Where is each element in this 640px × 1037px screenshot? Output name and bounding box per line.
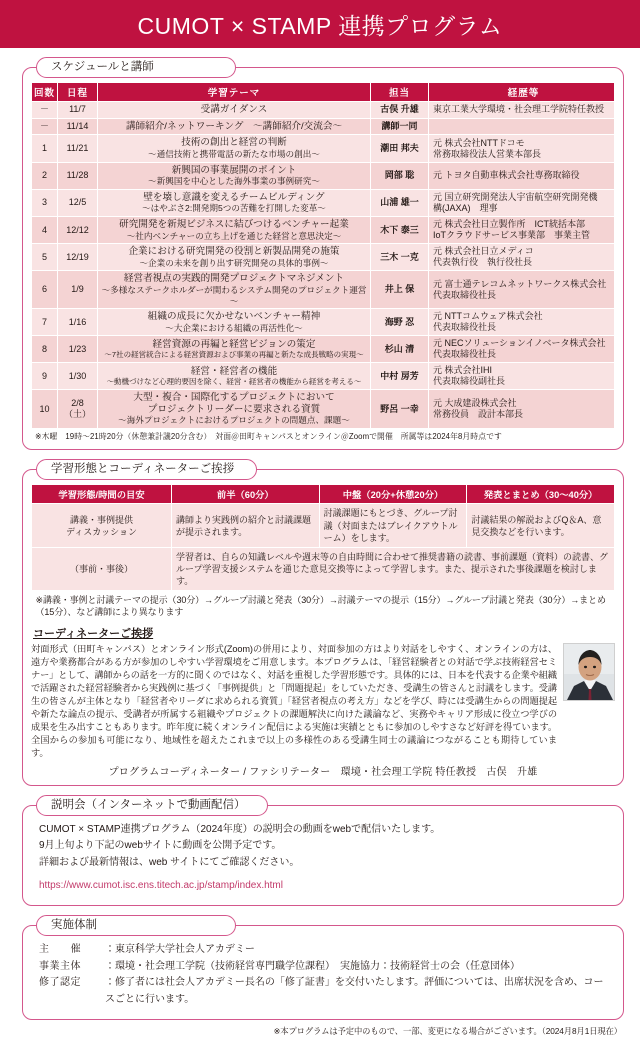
cell-theme: 壁を壊し意識を変えるチームビルディング ～はやぶさ2:開発期5つの苦難を打開した変革～: [98, 189, 371, 216]
cell-lecturer: 潮田 邦夫: [371, 135, 429, 162]
page-content: [0, 48, 640, 1037]
section-format-body: [22, 469, 624, 786]
format-col-header-first: 前半（60分）: [172, 485, 320, 504]
coordinator-block: [31, 643, 615, 761]
format-row-lecture: [32, 504, 615, 547]
section-briefing-body: [22, 805, 624, 906]
cell-date: 12/19: [58, 244, 98, 271]
page-footnote: ※本プログラムは予定中のもので、一部、変更になる場合がございます。（2024月8月1日現在）: [273, 1026, 622, 1037]
organization-row: [39, 959, 609, 976]
section-format: [22, 459, 624, 786]
cell-bio: 元 トヨタ自動車株式会社専務取締役: [429, 162, 615, 189]
col-header-date: 日程: [58, 83, 98, 102]
cell-date: 11/7: [58, 102, 98, 119]
format-col-header-last: 発表とまとめ（30～40分）: [467, 485, 615, 504]
organization-key: 主 催: [39, 943, 81, 955]
cell-lecturer: 海野 忍: [371, 309, 429, 336]
cell-bio: 東京工業大学環境・社会理工学院特任教授: [429, 102, 615, 119]
cell-date: 1/30: [58, 363, 98, 390]
organization-value: ：東京科学大学社会人アカデミー: [105, 943, 255, 955]
cell-date: 2/8 （土）: [58, 390, 98, 429]
cell-theme: 組織の成長に欠かせないベンチャー精神 ～大企業における組織の再活性化～: [98, 309, 371, 336]
cell-session-no: 5: [32, 244, 58, 271]
cell-theme: 受講ガイダンス: [98, 102, 371, 119]
briefing-line-1: CUMOT × STAMP連携プログラム（2024年度）の説明会の動画をwebで配信いたします。: [39, 824, 441, 836]
coordinator-signature: プログラムコーディネーター / ファシリテーター 環境・社会理工学院 特任教授 古俣 升雄: [108, 767, 538, 779]
cell-date: 11/14: [58, 118, 98, 135]
cell-theme: 研究開発を新規ビジネスに結びつけるベンチャー起業 ～社内ベンチャーの立ち上げを通じた経営と意思決定～: [98, 216, 371, 243]
section-format-head: [22, 459, 624, 479]
table-row: [32, 135, 615, 162]
page-banner: [0, 0, 640, 48]
cell-session-no: 2: [32, 162, 58, 189]
coordinator-body: 対面形式（田町キャンパス）とオンライン形式(Zoom)の併用により、対面参加の方はより対話をしやすく、オンラインの方は、遠方や業務都合がある方が参加のしやすい学習環境をご用意します。本プログラムは、「経営経験者との対話で学ぶ技術経営セミナー」として、講師からの話を一方的に聞くのではなく、対話を重視した学習形態です。具体的には、日本を代表する企業や組織で活躍された経営経験者から実践例に基づく「事例提供」と「問題提起」をしていただき、受講生の皆さんと討議をします。受講生の皆さんが主体となり「経営者やリーダに求められる資質」「経営者視点の考え方」などを学び、時には受講生からの問題提起や新たな論点の提示、受講者が所属する組織やプロジェクトの課題解決に向けた議論など、実務やキャリア形成に役立つ学びの成果を生み出すこともあります。昨年度に続くオンライン配信による実施は実績とともに参加のしやすさなど好評を得ています。全国からの参加も可能になり、地域性を超えたこれまで以上の多様性のある受講生同士の議論につながることも期待しています。: [31, 643, 557, 759]
section-briefing: [22, 795, 624, 906]
section-organization-body: [22, 925, 624, 1020]
cell-session-no: 7: [32, 309, 58, 336]
cell-lecturer: 野呂 一幸: [371, 390, 429, 429]
cell-session-no: 1: [32, 135, 58, 162]
col-header-bio: 経歴等: [429, 83, 615, 102]
organization-row: [39, 942, 609, 959]
format-cell-last: 討議結果の解説およびQ＆A、意見交換などを行います。: [467, 504, 615, 547]
section-schedule: [22, 57, 624, 450]
format-col-header-label: 学習形態/時間の目安: [32, 485, 172, 504]
cell-session-no: 6: [32, 271, 58, 309]
cell-lecturer: 三木 一克: [371, 244, 429, 271]
table-row: [32, 271, 615, 309]
cell-lecturer: 岡部 聡: [371, 162, 429, 189]
col-header-theme: 学習テーマ: [98, 83, 371, 102]
cell-theme: 大型・複合・国際化するプロジェクトにおいて プロジェクトリーダーに要求される資質 ～海外プロジェクトにおけるプロジェクトの問題点、課題～: [98, 390, 371, 429]
section-format-label: 学習形態とコーディネーターご挨拶: [36, 459, 257, 480]
organization-list: [31, 940, 615, 1012]
cell-date: 1/23: [58, 336, 98, 363]
table-row: [32, 118, 615, 135]
cell-theme: 経営者視点の実践的開発プロジェクトマネジメント ～多様なステークホルダーが関わるシステム開発のプロジェクト運営～: [98, 271, 371, 309]
table-header-row: [32, 83, 615, 102]
briefing-line-3: 詳細および最新情報は、web サイトにてご確認ください。: [39, 856, 300, 868]
cell-bio: 元 株式会社日立製作所 ICT統括本部 IoTクラウドサービス事業部 事業主管: [429, 216, 615, 243]
cell-bio: 元 株式会社IHI 代表取締役副社長: [429, 363, 615, 390]
format-note-row: [32, 591, 615, 622]
format-row-label: 講義・事例提供 ディスカッション: [32, 504, 172, 547]
table-row: [32, 162, 615, 189]
cell-bio: 元 NTTコムウェア株式会社 代表取締役社長: [429, 309, 615, 336]
format-row-prepost: [32, 547, 615, 590]
briefing-url-link[interactable]: https://www.cumot.isc.ens.titech.ac.jp/stamp/index.html: [39, 879, 283, 891]
section-briefing-head: [22, 795, 624, 815]
table-row: [32, 102, 615, 119]
schedule-note: ※木曜 19時～21時20分（休憩兼計議20分含む） 対面＠田町キャンパスとオンライン＠Zoomで開催 所属等は2024年8月時点です: [31, 429, 615, 443]
cell-theme: 企業における研究開発の役割と新製品開発の施策 ～企業の未来を創り出す研究開発の具体的事例～: [98, 244, 371, 271]
cell-date: 12/12: [58, 216, 98, 243]
cell-lecturer: 古俣 升雄: [371, 102, 429, 119]
col-header-lecturer: 担当: [371, 83, 429, 102]
cell-session-no: 4: [32, 216, 58, 243]
section-organization: [22, 915, 624, 1020]
section-organization-head: [22, 915, 624, 935]
format-row-label-prepost: （事前・事後）: [32, 547, 172, 590]
section-schedule-body: [22, 67, 624, 450]
table-row: [32, 309, 615, 336]
cell-date: 11/21: [58, 135, 98, 162]
cell-date: 1/16: [58, 309, 98, 336]
table-row: [32, 216, 615, 243]
cell-bio: 元 株式会社NTTドコモ 常務取締役法人営業本部長: [429, 135, 615, 162]
coordinator-title: コーディネーターご挨拶: [33, 627, 154, 640]
table-row: [32, 363, 615, 390]
organization-value: ：環境・社会理工学院（技術経営専門職学位課程） 実施協力：技術経営士の会（任意団体）: [105, 960, 520, 972]
format-note: ※講義・事例と討議テーマの提示（30分）→グループ討議と発表（30分）→討議テーマの提示（15分）→グループ討議と発表（30分）→まとめ（15分）、など講師により異なります: [32, 591, 615, 622]
cell-date: 1/9: [58, 271, 98, 309]
cell-session-no: 9: [32, 363, 58, 390]
cell-theme: 講師紹介/ネットワーキング ～講師紹介/交流会～: [98, 118, 371, 135]
cell-date: 12/5: [58, 189, 98, 216]
schedule-table-body: [32, 102, 615, 429]
organization-row: [39, 975, 609, 1008]
format-table: [31, 484, 615, 621]
briefing-line-2: 9月上旬より下記のwebサイトに動画を公開予定です。: [39, 840, 282, 852]
schedule-note-row: [31, 429, 615, 443]
section-organization-label: 実施体制: [36, 915, 236, 936]
section-schedule-head: [22, 57, 624, 77]
cell-session-no: 8: [32, 336, 58, 363]
portrait-illustration: [564, 644, 615, 701]
schedule-table: [31, 82, 615, 429]
format-cell-first: 講師より実践例の紹介と討議課題が提示されます。: [172, 504, 320, 547]
table-row: [32, 244, 615, 271]
cell-session-no: －: [32, 102, 58, 119]
cell-lecturer: 木下 泰三: [371, 216, 429, 243]
cell-lecturer: 山浦 雄一: [371, 189, 429, 216]
cell-bio: 元 株式会社日立メディコ 代表執行役 執行役社長: [429, 244, 615, 271]
section-briefing-label: 説明会（インターネットで動画配信）: [36, 795, 268, 816]
col-header-no: 回数: [32, 83, 58, 102]
format-header-row: [32, 485, 615, 504]
page-title: CUMOT × STAMP 連携プログラム: [137, 12, 503, 39]
cell-date: 11/28: [58, 162, 98, 189]
briefing-text: [31, 820, 615, 898]
cell-lecturer: 井上 保: [371, 271, 429, 309]
format-cell-prepost-text: 学習者は、自らの知識レベルや週末等の自由時間に合わせて推奨書籍の読書、事前課題（資料）の読書、グループ学習支援システムを通じた意見交換等によって学習します。また、提示された事後課題を検討します。: [172, 547, 615, 590]
table-row: [32, 390, 615, 429]
format-col-header-middle: 中盤（20分+休憩20分）: [319, 485, 467, 504]
cell-theme: 新興国の事業展開のポイント ～新興国を中心とした海外事業の事例研究～: [98, 162, 371, 189]
table-row: [32, 189, 615, 216]
cell-bio: 元 富士通テレコムネットワークス株式会社 代表取締役社長: [429, 271, 615, 309]
section-schedule-label: スケジュールと講師: [36, 57, 236, 78]
schedule-note-table: [31, 429, 615, 443]
cell-session-no: 10: [32, 390, 58, 429]
organization-value: ：修了者には社会人アカデミー長名の「修了証書」を交付いたします。評価については、出席状況を含め、コースごとに行います。: [105, 977, 604, 1005]
cell-theme: 技術の創出と経営の判断 ～通信技術と携帯電話の新たな市場の創出～: [98, 135, 371, 162]
cell-bio: 元 大成建設株式会社 常務役員 設計本部長: [429, 390, 615, 429]
format-cell-middle: 討議課題にもとづき、グループ討議（対面またはブレイクアウトルーム）をします。: [319, 504, 467, 547]
cell-bio: 元 国立研究開発法人宇宙航空研究開発機 構(JAXA) 理事: [429, 189, 615, 216]
cell-theme: 経営資源の再編と経営ビジョンの策定 ～7社の経営統合による経営資源および事業の再編と新たな成長戦略の実現～: [98, 336, 371, 363]
cell-session-no: －: [32, 118, 58, 135]
organization-key: 事業主体: [39, 960, 81, 972]
cell-bio: [429, 118, 615, 135]
cell-lecturer: 講師一同: [371, 118, 429, 135]
coordinator-photo: [563, 643, 615, 701]
cell-theme: 経営・経営者の機能 ～動機づけなど心理的要因を除く、経営・経営者の機能から経営を考える～: [98, 363, 371, 390]
organization-key: 修了認定: [39, 977, 81, 989]
cell-lecturer: 中村 房芳: [371, 363, 429, 390]
table-row: [32, 336, 615, 363]
cell-bio: 元 NECソリューションイノベータ株式会社 代表取締役社長: [429, 336, 615, 363]
cell-lecturer: 杉山 清: [371, 336, 429, 363]
cell-session-no: 3: [32, 189, 58, 216]
